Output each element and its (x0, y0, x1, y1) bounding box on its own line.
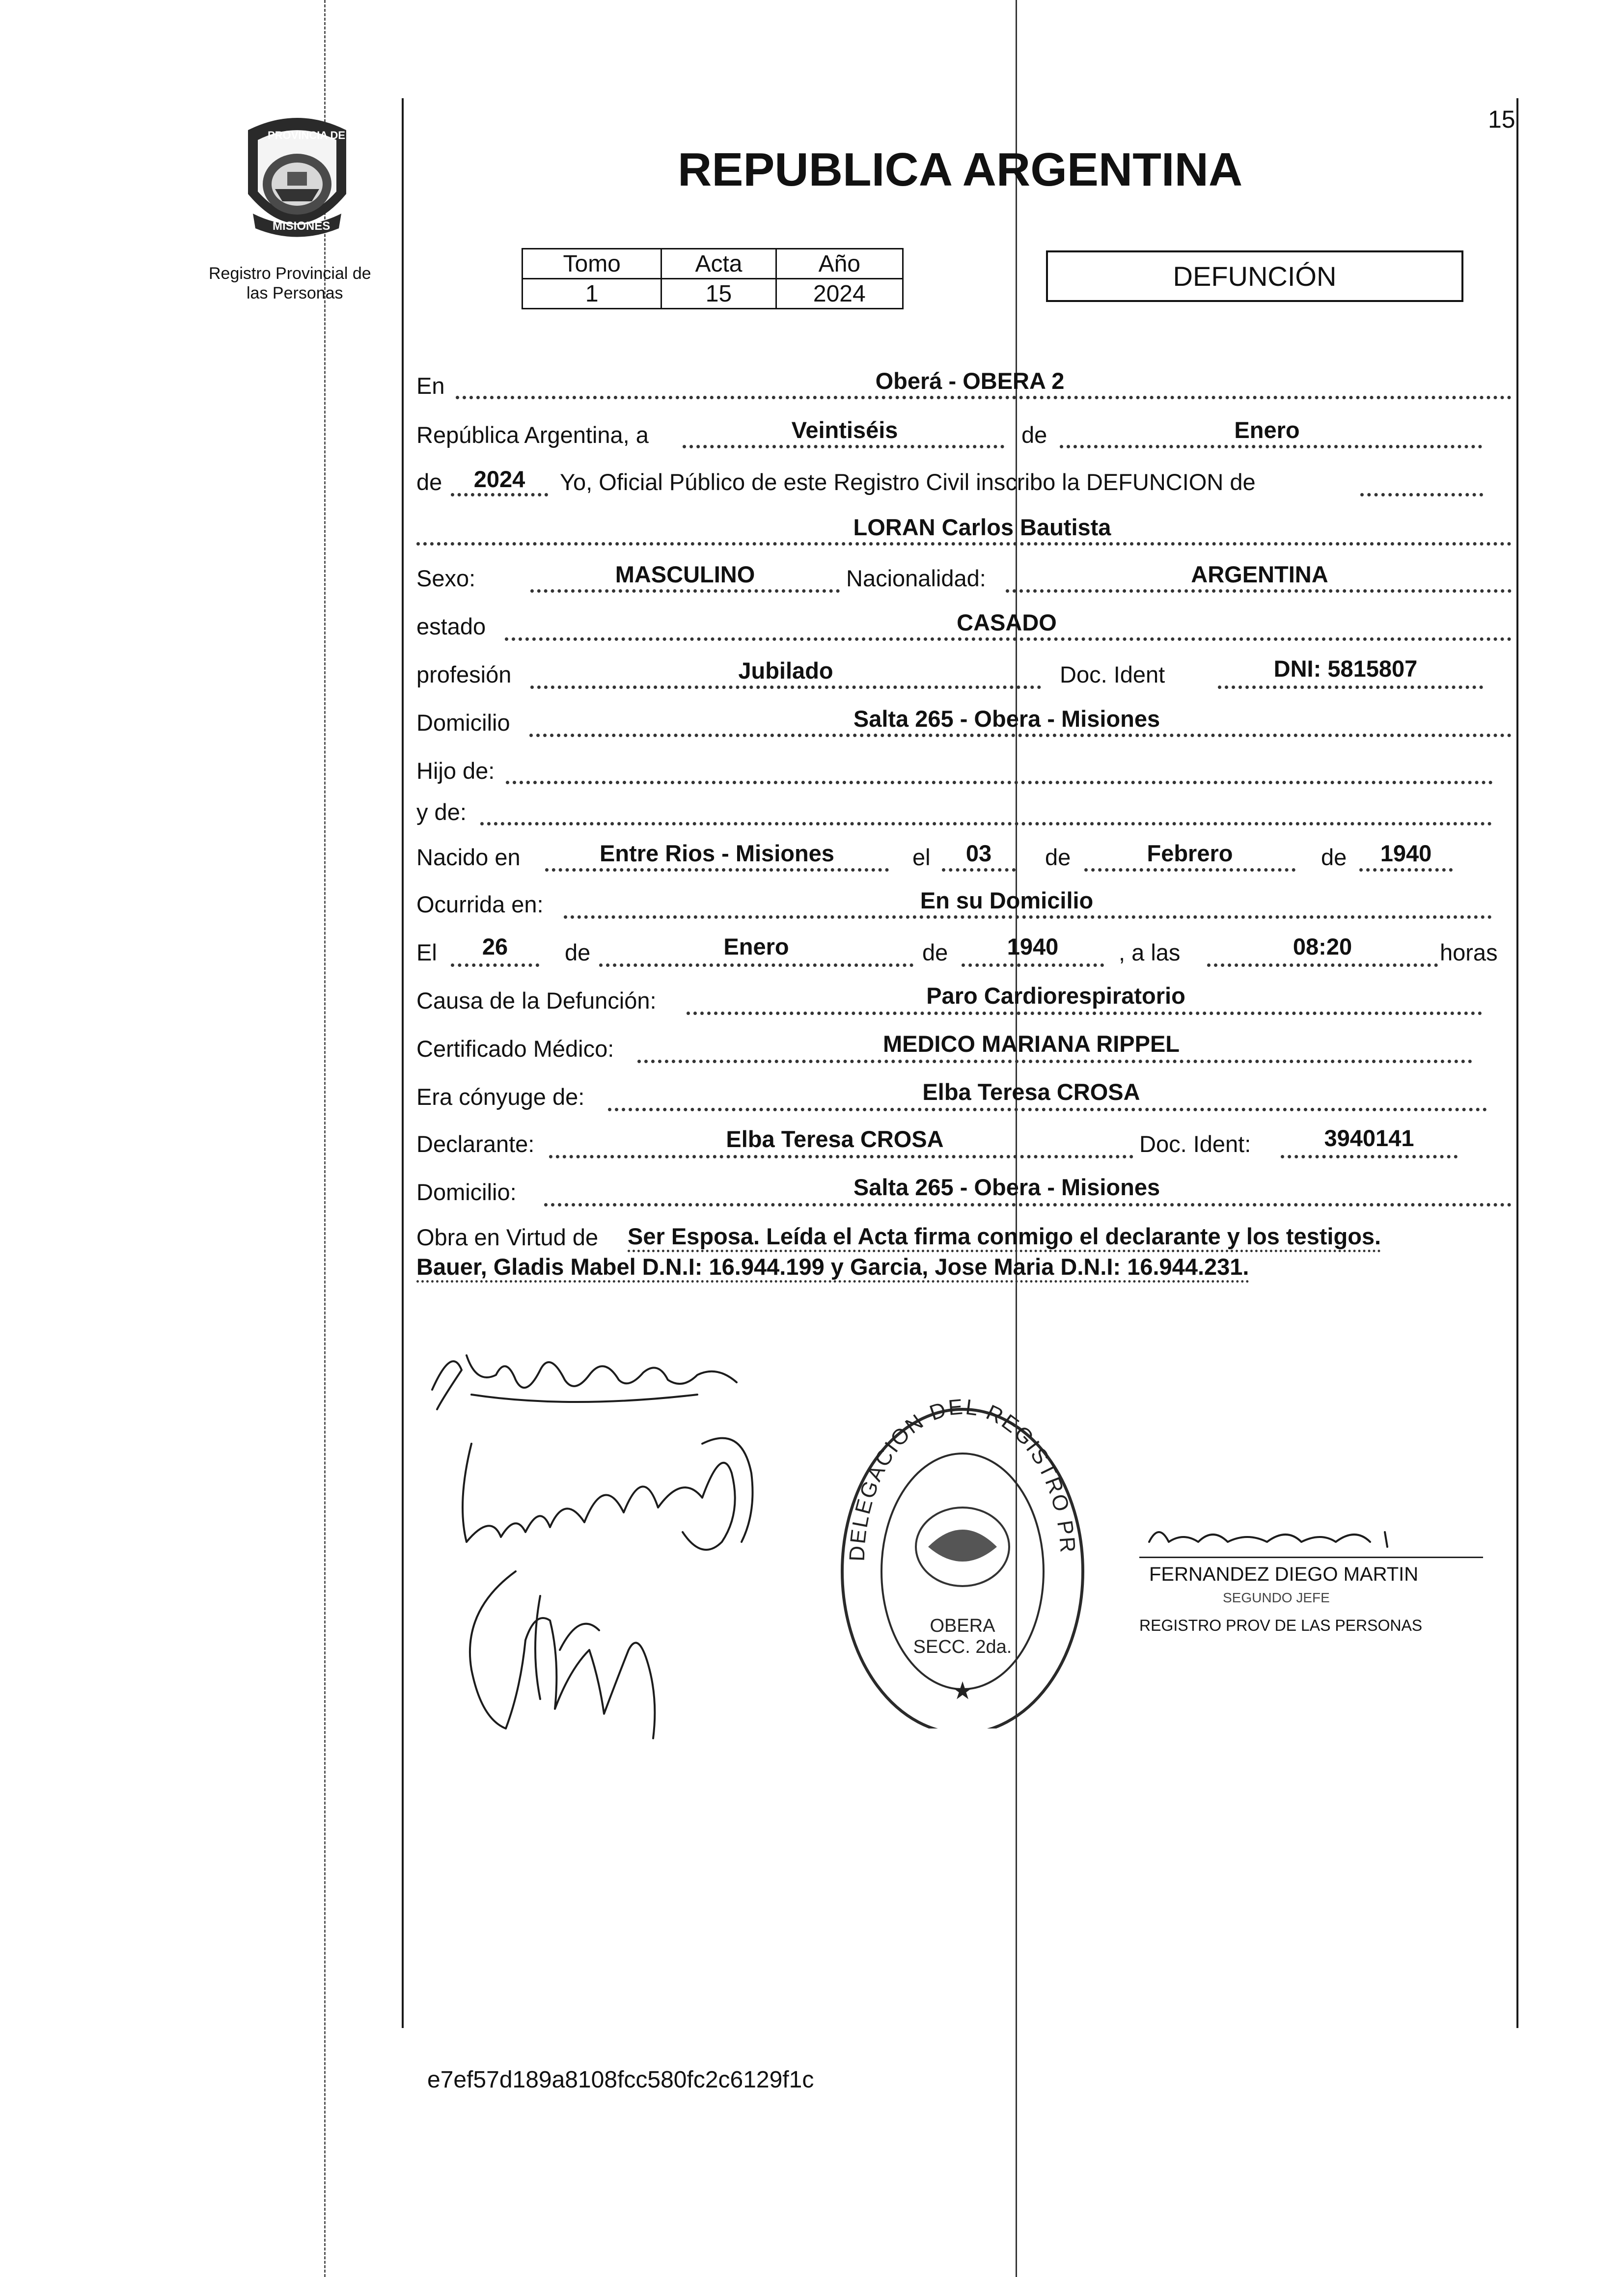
horas-label: horas (1440, 939, 1498, 965)
estado-value: CASADO (957, 609, 1057, 635)
left-margin-rule (402, 98, 404, 2028)
sexo-value: MASCULINO (615, 561, 755, 587)
de-label-1: de (1021, 422, 1047, 448)
logo-text-bottom: MISIONES (273, 219, 330, 233)
a-las-label: , a las (1119, 939, 1181, 965)
en-label: En (416, 373, 445, 399)
nacionalidad-value: ARGENTINA (1191, 561, 1328, 587)
anio-value: 2024 (473, 466, 525, 492)
ref-value-anio: 2024 (776, 279, 903, 309)
declarante-label: Declarante: (416, 1131, 535, 1157)
issuer-name-line1: Registro Provincial de (209, 264, 371, 283)
conyuge-value: Elba Teresa CROSA (922, 1079, 1140, 1105)
obra-label: Obra en Virtud de (416, 1224, 599, 1250)
reference-header-row (523, 249, 903, 279)
y-de-label: y de: (416, 799, 467, 825)
de-label-6: de (922, 939, 948, 965)
nombre-value: LORAN Carlos Bautista (853, 514, 1111, 540)
declarante-underline (549, 1155, 1133, 1158)
mes-texto-value: Enero (1234, 417, 1300, 443)
profesion-underline (530, 686, 1041, 689)
nacido-lugar-underline (545, 868, 889, 872)
lugar-underline (456, 396, 1512, 399)
causa-value: Paro Cardiorespiratorio (926, 983, 1185, 1009)
ref-value-acta: 15 (661, 279, 776, 309)
ref-value-tomo: 1 (523, 279, 661, 309)
nac-mes-value: Febrero (1147, 840, 1233, 866)
domicilio-value: Salta 265 - Obera - Misiones (853, 706, 1160, 732)
el-label: el (912, 844, 931, 870)
y-de-underline (480, 822, 1492, 825)
declarante-value: Elba Teresa CROSA (726, 1126, 944, 1152)
certificado-value: MEDICO MARIANA RIPPEL (882, 1031, 1180, 1057)
issuer-name-line2: las Personas (247, 284, 343, 302)
doc-type-box (1046, 250, 1463, 302)
hijo-label: Hijo de: (416, 758, 495, 784)
def-anio-value: 1940 (1007, 933, 1059, 960)
doc2-underline (1281, 1155, 1458, 1158)
hijo-underline (506, 781, 1493, 784)
def-dia-value: 26 (482, 933, 508, 960)
svg-text:★: ★ (951, 1677, 974, 1704)
sexo-label: Sexo: (416, 565, 476, 591)
nacido-label: Nacido en (416, 844, 521, 870)
officer-name: FERNANDEZ DIEGO MARTIN (1149, 1564, 1419, 1585)
de-label-5: de (565, 939, 591, 965)
right-margin-rule (1516, 98, 1518, 2028)
obra-line1: Ser Esposa. Leída el Acta firma conmigo el declarante y los testigos. (628, 1225, 1381, 1252)
lugar-value: Oberá - OBERA 2 (875, 368, 1065, 394)
ocurrida-value: En su Domicilio (920, 887, 1094, 913)
mes-underline (1060, 445, 1482, 448)
nac-dia-value: 03 (965, 840, 992, 866)
ref-header-tomo: Tomo (523, 249, 661, 279)
nac-dia-underline (942, 868, 1016, 872)
profesion-label: profesión (416, 661, 512, 687)
stamp-arc-text: DELEGACION DEL REGISTRO PR (845, 1395, 1080, 1562)
logo-text-top: PROVINCIA DE (268, 129, 346, 141)
officer-signature-line (1139, 1557, 1483, 1558)
hora-value: 08:20 (1293, 933, 1352, 960)
domicilio2-value: Salta 265 - Obera - Misiones (853, 1174, 1160, 1200)
conyuge-underline (608, 1108, 1487, 1111)
sexo-underline (530, 589, 840, 593)
def-dia-underline (451, 963, 539, 967)
signature-witness-2 (442, 1552, 717, 1758)
ocurrida-label: Ocurrida en: (416, 891, 544, 917)
nacionalidad-label: Nacionalidad: (846, 565, 986, 591)
page-title: REPUBLICA ARGENTINA (678, 143, 1243, 196)
signature-officer (1139, 1512, 1414, 1557)
estado-underline (505, 637, 1512, 641)
document-hash: e7ef57d189a8108fcc580fc2c6129f1c (427, 2067, 814, 2093)
doc-value: DNI: 5815807 (1273, 656, 1418, 682)
signature-declarante (422, 1326, 756, 1424)
nac-anio-value: 1940 (1380, 840, 1432, 866)
doc-type-label: DEFUNCIÓN (1173, 261, 1337, 292)
def-anio-underline (962, 963, 1104, 967)
issuer-logo (238, 110, 356, 248)
profesion-value: Jubilado (738, 658, 833, 684)
hora-underline (1207, 963, 1438, 967)
ocurrida-underline (564, 915, 1492, 919)
de-label-2: de (416, 469, 442, 495)
reference-value-row (523, 279, 903, 309)
dia-texto-value: Veintiséis (791, 417, 898, 443)
reference-table (522, 248, 904, 309)
domicilio2-label: Domicilio: (416, 1179, 517, 1205)
obra-line2: Bauer, Gladis Mabel D.N.I: 16.944.199 y Garcia, Jose Maria D.N.I: 16.944.231. (416, 1255, 1249, 1283)
def-mes-value: Enero (723, 933, 789, 960)
nac-anio-underline (1359, 868, 1453, 872)
domicilio2-underline (544, 1203, 1512, 1207)
nac-mes-underline (1084, 868, 1295, 872)
el-cap-label: El (416, 939, 437, 965)
def-mes-underline (599, 963, 913, 967)
estado-label: estado (416, 613, 486, 639)
causa-underline (687, 1012, 1482, 1015)
domicilio-label: Domicilio (416, 710, 510, 736)
nombre-underline (416, 542, 1512, 546)
binding-dashed-line (324, 0, 326, 2277)
de-label-4: de (1321, 844, 1347, 870)
nacido-lugar-value: Entre Rios - Misiones (600, 840, 834, 866)
page-number: 15 (1488, 106, 1515, 133)
doc-underline (1218, 686, 1483, 689)
doc2-value: 3940141 (1324, 1125, 1414, 1151)
domicilio-underline (529, 734, 1512, 737)
doc-ident-label: Doc. Ident (1060, 661, 1165, 687)
doc2-label: Doc. Ident: (1139, 1131, 1251, 1157)
officer-position: SEGUNDO JEFE (1223, 1590, 1330, 1605)
stamp-lower-text: OBERA SECC. 2da. (913, 1616, 1012, 1657)
de-label-3: de (1045, 844, 1071, 870)
official-stamp (835, 1385, 1090, 1728)
nacionalidad-underline (1006, 589, 1512, 593)
republica-label: República Argentina, a (416, 422, 649, 448)
inscribo-text: Yo, Oficial Público de este Registro Civil inscribo la DEFUNCION de (560, 469, 1256, 495)
dia-underline (683, 445, 1004, 448)
ref-header-anio: Año (776, 249, 903, 279)
officer-office: REGISTRO PROV DE LAS PERSONAS (1139, 1617, 1423, 1634)
causa-label: Causa de la Defunción: (416, 988, 657, 1014)
inscribo-underline (1360, 493, 1483, 496)
ref-header-acta: Acta (661, 249, 776, 279)
anio-underline (451, 493, 548, 496)
certificado-underline (637, 1060, 1472, 1063)
certificado-label: Certificado Médico: (416, 1036, 614, 1062)
official-round-seal-icon (835, 1385, 1090, 1728)
conyuge-label: Era cónyuge de: (416, 1084, 585, 1110)
